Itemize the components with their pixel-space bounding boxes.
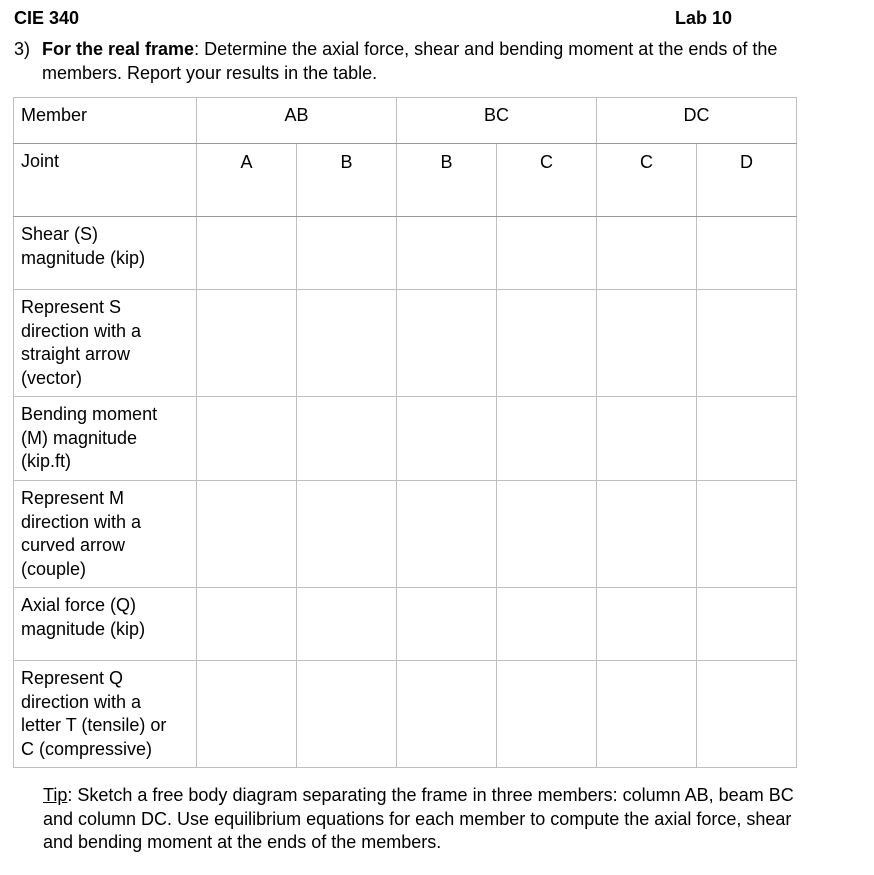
row-label-line: direction with a bbox=[21, 320, 142, 341]
tip-paragraph bbox=[43, 784, 823, 855]
row-label-line: straight arrow bbox=[21, 344, 131, 364]
answer-cell[interactable] bbox=[197, 397, 297, 481]
results-table bbox=[13, 97, 797, 768]
joint-header-row bbox=[14, 144, 797, 217]
row-label-line: Bending moment bbox=[21, 404, 158, 424]
answer-cell[interactable] bbox=[397, 481, 497, 588]
question-body: : Determine the axial force, shear and bending moment at the ends of the members. Report your results in the table. bbox=[42, 39, 778, 83]
row-label bbox=[14, 661, 197, 768]
answer-cell[interactable] bbox=[497, 290, 597, 397]
row-label-line: Shear (S) bbox=[21, 224, 99, 244]
answer-cell[interactable] bbox=[197, 290, 297, 397]
tip-text: : Sketch a free body diagram separating the frame in three members: column AB, beam BC and column DC. Use equilibrium equations for each member to compute the axial force, shear and bending moment at the ends of the members. bbox=[43, 785, 794, 852]
answer-cell[interactable] bbox=[597, 588, 697, 661]
joint-b-bc: B bbox=[397, 144, 497, 217]
answer-cell[interactable] bbox=[597, 290, 697, 397]
shear-direction-row bbox=[14, 290, 797, 397]
row-label-line: (M) magnitude bbox=[21, 427, 138, 448]
answer-cell[interactable] bbox=[697, 217, 797, 290]
answer-cell[interactable] bbox=[197, 217, 297, 290]
answer-cell[interactable] bbox=[297, 588, 397, 661]
answer-cell[interactable] bbox=[297, 397, 397, 481]
answer-cell[interactable] bbox=[697, 290, 797, 397]
row-label bbox=[14, 481, 197, 588]
answer-cell[interactable] bbox=[297, 290, 397, 397]
joint-b-ab: B bbox=[297, 144, 397, 217]
question-text bbox=[42, 37, 804, 85]
joint-c-bc: C bbox=[497, 144, 597, 217]
moment-magnitude-row bbox=[14, 397, 797, 481]
row-label-line: direction with a bbox=[21, 511, 142, 532]
joint-a: A bbox=[197, 144, 297, 217]
answer-cell[interactable] bbox=[297, 481, 397, 588]
row-label-line: Represent M bbox=[21, 488, 125, 508]
member-bc: BC bbox=[397, 98, 597, 144]
row-label bbox=[14, 397, 197, 481]
answer-cell[interactable] bbox=[597, 481, 697, 588]
answer-cell[interactable] bbox=[697, 397, 797, 481]
moment-direction-row bbox=[14, 481, 797, 588]
answer-cell[interactable] bbox=[697, 481, 797, 588]
row-label-line: (couple) bbox=[21, 558, 87, 579]
joint-c-dc: C bbox=[597, 144, 697, 217]
joint-d: D bbox=[697, 144, 797, 217]
row-label-line: Represent Q bbox=[21, 668, 124, 688]
answer-cell[interactable] bbox=[197, 588, 297, 661]
member-dc: DC bbox=[597, 98, 797, 144]
row-label-line: Axial force (Q) bbox=[21, 595, 137, 615]
tip-label: Tip bbox=[43, 785, 68, 805]
row-label-line: C (compressive) bbox=[21, 738, 153, 759]
axial-direction-row bbox=[14, 661, 797, 768]
member-label: Member bbox=[14, 98, 197, 144]
question-3 bbox=[14, 37, 804, 85]
answer-cell[interactable] bbox=[697, 661, 797, 768]
answer-cell[interactable] bbox=[497, 217, 597, 290]
answer-cell[interactable] bbox=[597, 397, 697, 481]
joint-label: Joint bbox=[14, 144, 197, 217]
question-bold-lead: For the real frame bbox=[42, 39, 195, 59]
question-number: 3) bbox=[14, 39, 31, 59]
row-label-line: direction with a bbox=[21, 691, 142, 712]
answer-cell[interactable] bbox=[597, 661, 697, 768]
answer-cell[interactable] bbox=[297, 217, 397, 290]
shear-magnitude-row bbox=[14, 217, 797, 290]
answer-cell[interactable] bbox=[497, 661, 597, 768]
answer-cell[interactable] bbox=[397, 397, 497, 481]
answer-cell[interactable] bbox=[397, 588, 497, 661]
answer-cell[interactable] bbox=[197, 661, 297, 768]
member-header-row bbox=[14, 98, 797, 144]
answer-cell[interactable] bbox=[197, 481, 297, 588]
row-label-line: (vector) bbox=[21, 367, 83, 388]
answer-cell[interactable] bbox=[497, 588, 597, 661]
row-label bbox=[14, 290, 197, 397]
answer-cell[interactable] bbox=[497, 481, 597, 588]
answer-cell[interactable] bbox=[397, 217, 497, 290]
answer-cell[interactable] bbox=[697, 588, 797, 661]
answer-cell[interactable] bbox=[597, 217, 697, 290]
answer-cell[interactable] bbox=[397, 661, 497, 768]
row-label-line: letter T (tensile) or bbox=[21, 715, 167, 735]
row-label-line: magnitude (kip) bbox=[21, 247, 146, 268]
row-label bbox=[14, 588, 197, 661]
row-label-line: (kip.ft) bbox=[21, 451, 72, 471]
answer-cell[interactable] bbox=[397, 290, 497, 397]
lab-number: Lab 10 bbox=[675, 8, 733, 28]
course-code: CIE 340 bbox=[14, 8, 80, 28]
member-ab: AB bbox=[197, 98, 397, 144]
axial-magnitude-row bbox=[14, 588, 797, 661]
row-label-line: magnitude (kip) bbox=[21, 618, 146, 639]
row-label bbox=[14, 217, 197, 290]
row-label-line: curved arrow bbox=[21, 535, 126, 555]
answer-cell[interactable] bbox=[497, 397, 597, 481]
row-label-line: Represent S bbox=[21, 297, 122, 317]
answer-cell[interactable] bbox=[297, 661, 397, 768]
